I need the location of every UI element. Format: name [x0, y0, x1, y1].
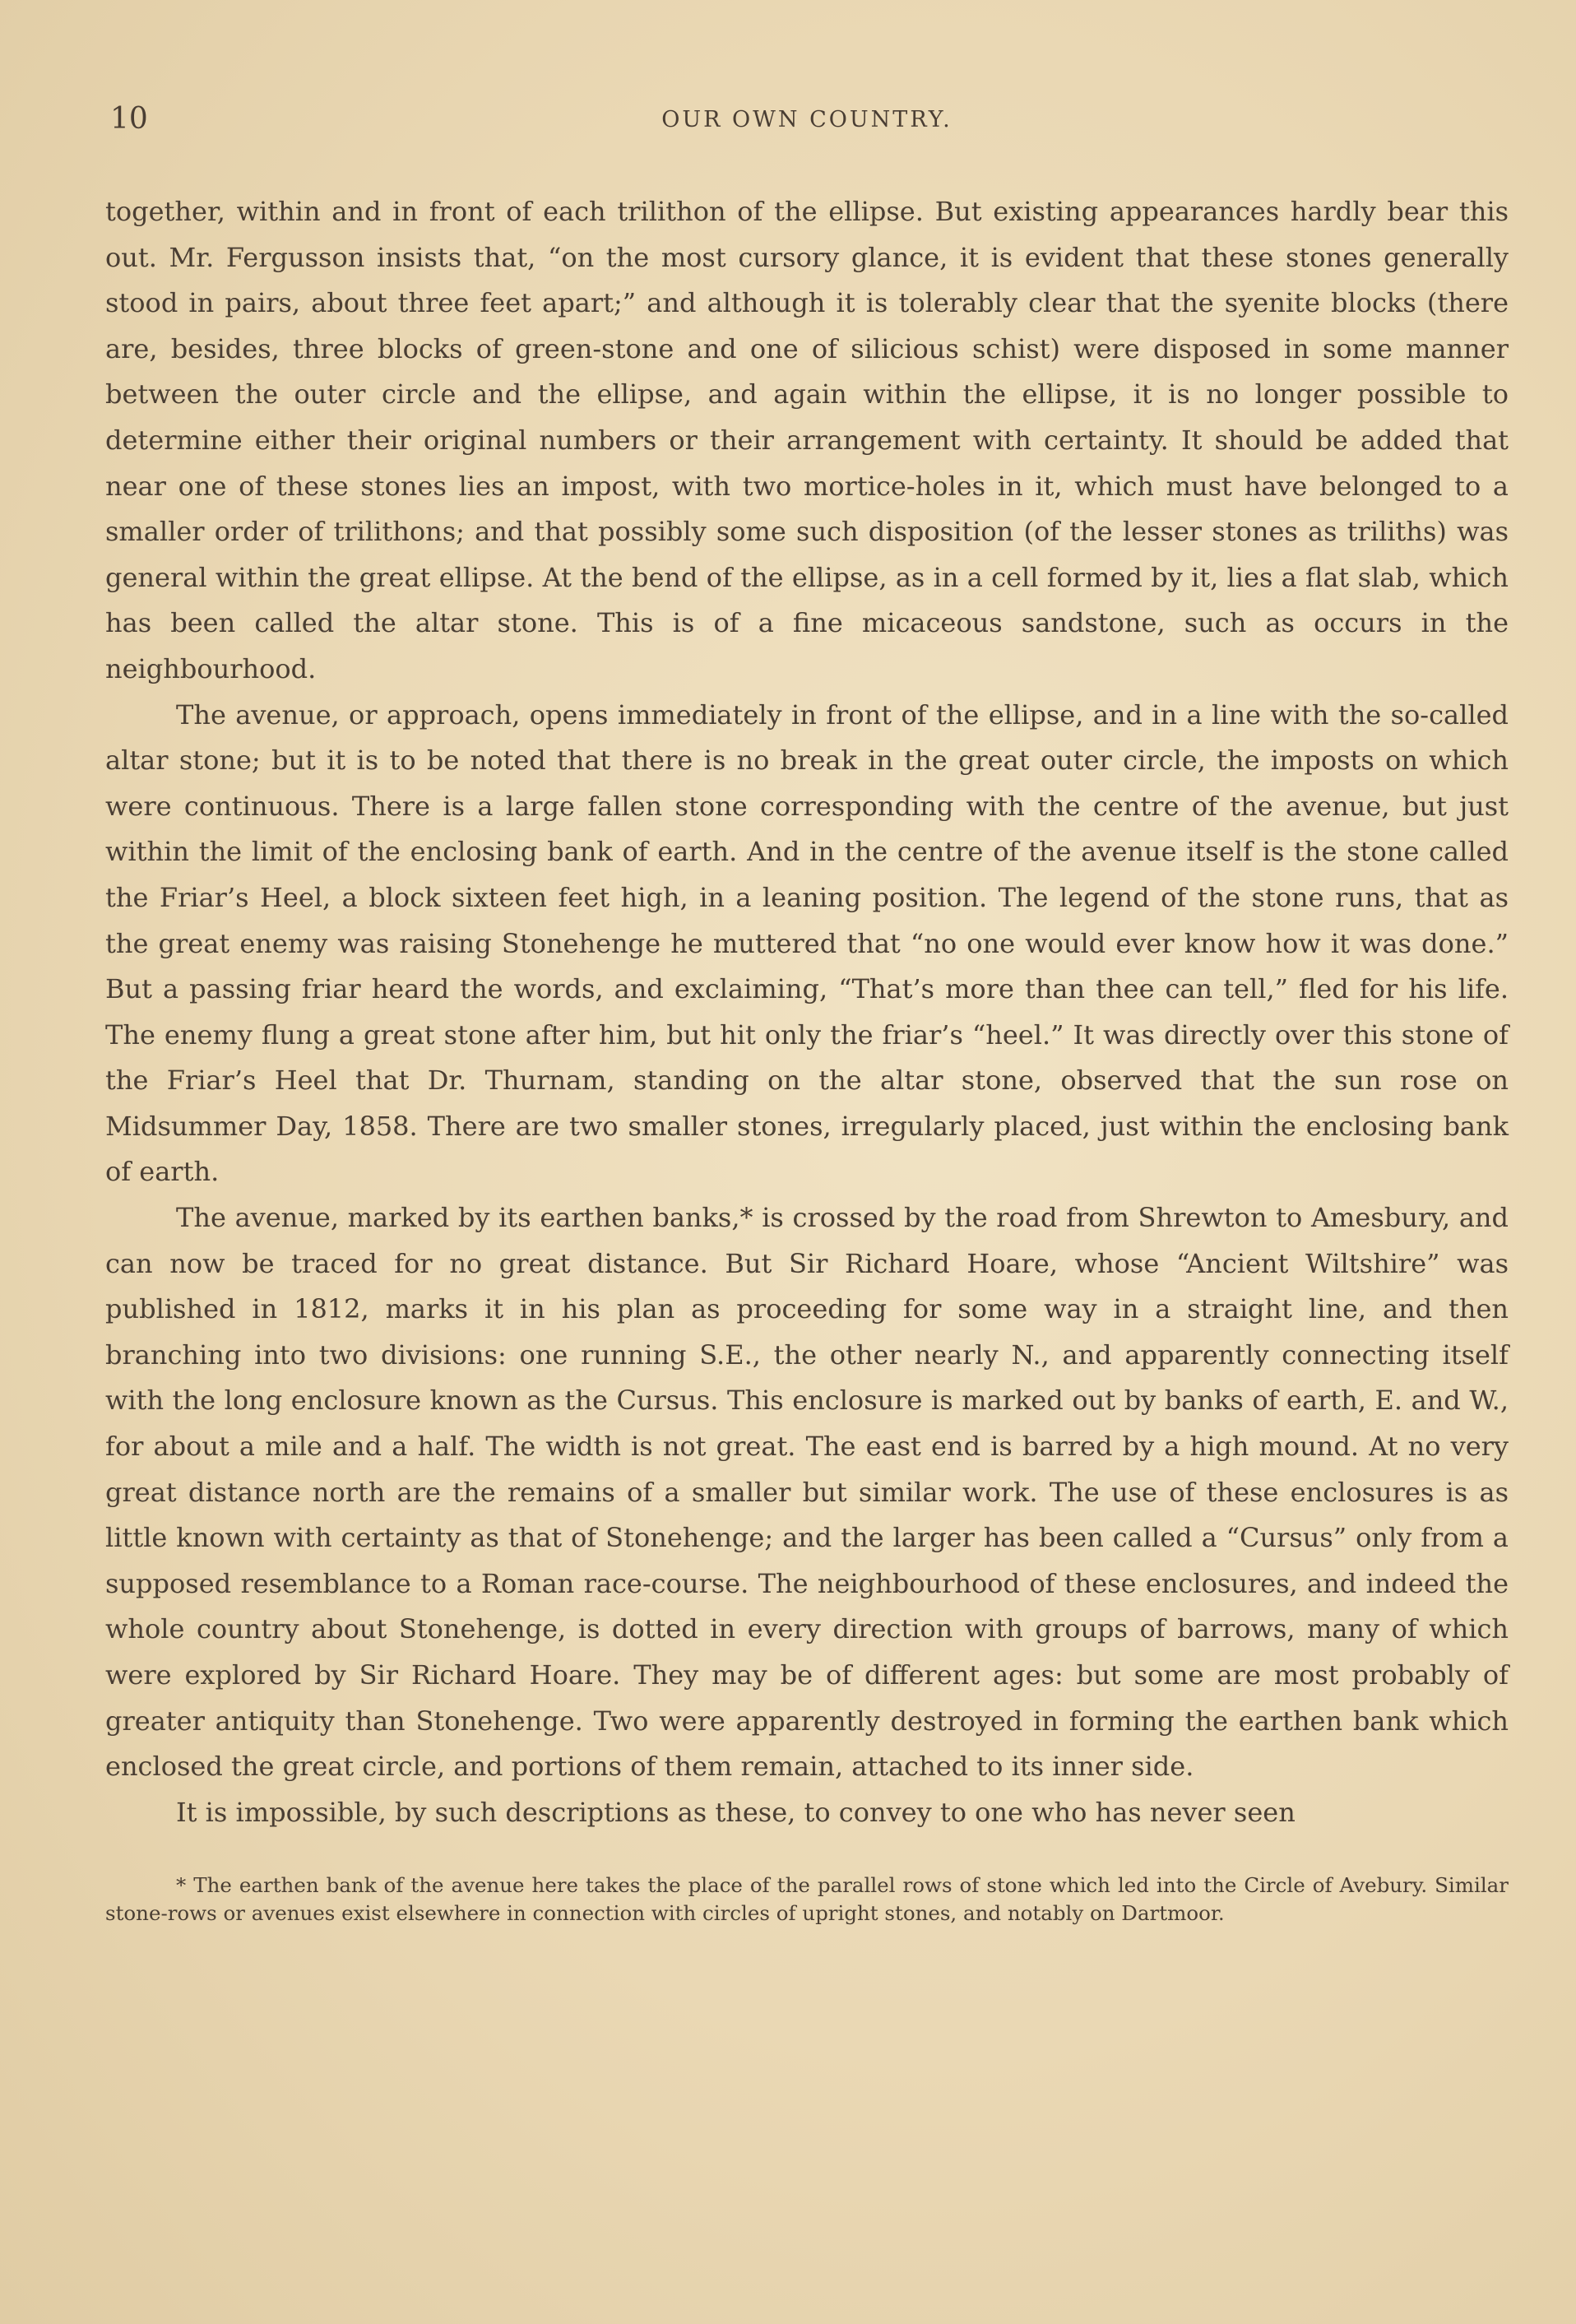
running-head: OUR OWN COUNTRY.: [661, 107, 953, 132]
footnote: * The earthen bank of the avenue here takes the place of the parallel rows of stone which led into the Circle of Avebury. Similar stone-rows or avenues exist elsewhere in connection with circles of upright stones, and notably on Dartmoor.: [105, 1873, 1509, 1926]
paragraph-4: It is impossible, by such descriptions as these, to convey to one who has never seen: [176, 1796, 1296, 1828]
paragraph-2: The avenue, or approach, opens immediately in front of the ellipse, and in a line with the so-called altar stone; but it is to be noted that there is no break in the great outer circle, the imposts on which were continuous. There is a large fallen stone corresponding with the centre of the avenue, but just within the limit of the enclosing bank of earth. And in the centre of the avenue itself is the stone called the Friar’s Heel, a block sixteen feet high, in a leaning position. The legend of the stone runs, that as the great enemy was raising Stonehenge he muttered that “no one would ever know how it was done.” But a passing friar heard the words, and exclaiming, “That’s more than thee can tell,” fled for his life. The enemy flung a great stone after him, but hit only the friar’s “heel.” It was directly over this stone of the Friar’s Heel that Dr. Thurnam, standing on the altar stone, observed that the sun rose on Midsummer Day, 1858. There are two smaller stones, irregularly placed, just within the enclosing bank of earth.: [105, 698, 1509, 1188]
paragraph-3: The avenue, marked by its earthen banks,* is crossed by the road from Shrewton to Amesbury, and can now be traced for no great distance. But Sir Richard Hoare, whose “Ancient Wiltshire” was published in 1812, marks it in his plan as proceeding for some way in a straight line, and then branching into two divisions: one running S.E., the other nearly N., and apparently connecting itself with the long enclosure known as the Cursus. This enclosure is marked out by banks of earth, E. and W., for about a mile and a half. The width is not great. The east end is barred by a high mound. At no very great distance north are the remains of a smaller but similar work. The use of these enclosures is as little known with certainty as that of Stonehenge; and the larger has been called a “Cursus” only from a supposed resemblance to a Roman race-course. The neighbourhood of these enclosures, and indeed the whole country about Stonehenge, is dotted in every direction with groups of barrows, many of which were explored by Sir Richard Hoare. They may be of different ages: but some are most probably of greater antiquity than Stonehenge. Two were apparently destroyed in forming the earthen bank which enclosed the great circle, and portions of them remain, attached to its inner side.: [105, 1202, 1509, 1783]
paragraph-1: together, within and in front of each trilithon of the ellipse. But existing appearances hardly bear this out. Mr. Fergusson insists that, “on the most cursory glance, it is evident that these stones generally stood in pairs, about three feet apart;” and although it is tolerably clear that the syenite blocks (there are, besides, three blocks of green-stone and one of silicious schist) were disposed in some manner between the outer circle and the ellipse, and again within the ellipse, it is no longer possible to determine either their original numbers or their arrangement with certainty. It should be added that near one of these stones lies an impost, with two mortice-holes in it, which must have belonged to a smaller order of trilithons; and that possibly some such disposition (of the lesser stones as triliths) was general within the great ellipse. At the bend of the ellipse, as in a cell formed by it, lies a flat slab, which has been called the altar stone. This is of a fine micaceous sandstone, such as occurs in the neighbourhood.: [105, 196, 1509, 684]
body-text: [105, 189, 1509, 1835]
page-header: [105, 97, 1509, 150]
page-number: 10: [110, 102, 148, 136]
book-page: [105, 97, 1509, 1927]
